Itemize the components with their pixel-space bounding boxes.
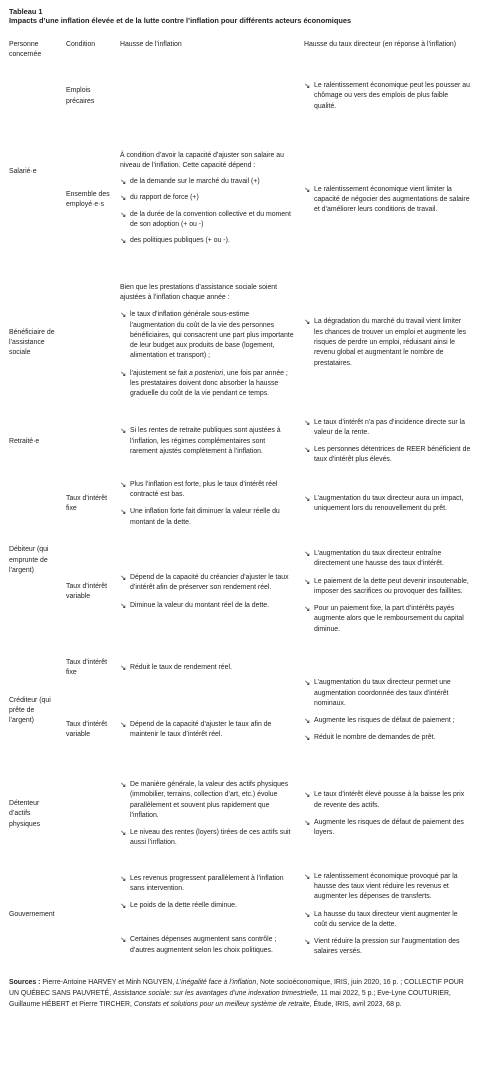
condition-empty bbox=[66, 856, 120, 974]
sources-note bbox=[9, 977, 470, 1010]
header-row bbox=[9, 40, 471, 69]
source-title: L’inégalité face à l’inflation bbox=[176, 978, 257, 986]
bullet-item: ↘ Diminue la valeur du montant réel de la dette. bbox=[120, 601, 294, 611]
bullet-item: ↘ Plus l’inflation est forte, plus le taux d’intérêt réel contracté est bas. bbox=[120, 480, 294, 501]
cell-gouv-inflation bbox=[120, 856, 304, 974]
cell-cre-fixe-inflation bbox=[120, 649, 304, 687]
bullet-item: ↘ L’augmentation du taux directeur aura un impact, uniquement lors du renouvellement du prêt. bbox=[304, 494, 471, 515]
sources-text: Pierre-Antoine HARVEY et Minh NGUYEN, bbox=[40, 978, 177, 986]
table-label: Tableau 1 bbox=[9, 7, 43, 16]
cell-ret-taux bbox=[304, 411, 471, 473]
bullet-item: ↘ Dépend de la capacité d’ajuster le taux afin de maintenir le taux d’intérêt réel. bbox=[120, 720, 294, 741]
group-salarie: Salarié·e bbox=[9, 167, 37, 175]
bullet-item: ↘ Le poids de la dette réelle diminue. bbox=[120, 901, 294, 911]
bullet-emphasis: a posteriori bbox=[188, 369, 224, 377]
cell-det-taux bbox=[304, 773, 471, 856]
condition-ensemble-employes: Ensemble des employé·e·s bbox=[66, 190, 110, 209]
group-retraite: Retraité·e bbox=[9, 437, 40, 445]
table-row bbox=[9, 535, 471, 649]
bullet-item: ↘ L’augmentation du taux directeur entraîne directement une hausse des taux d’intérêt. bbox=[304, 549, 471, 570]
cell-deb-var-inflation bbox=[120, 535, 304, 649]
cell-ens-taux bbox=[304, 125, 471, 276]
bullet-item: ↘ Le niveau des rentes (loyers) tirées de ces actifs suit aussi l’inflation. bbox=[120, 828, 294, 849]
table-row bbox=[9, 773, 471, 856]
bullet-item: ↘ Les revenus progressent parallèlement à l’inflation sans intervention. bbox=[120, 874, 294, 895]
header-hausse-taux: Hausse du taux directeur (en réponse à l’inflation) bbox=[304, 41, 457, 48]
group-detenteur: Détenteur d’actifs physiques bbox=[9, 799, 41, 828]
table-row bbox=[9, 276, 471, 411]
bullet-item: ↘ Les personnes détentrices de REER bénéficient de taux d’intérêt plus élevés. bbox=[304, 445, 471, 466]
group-beneficiaire: Bénéficiaire de l’assistance sociale bbox=[9, 328, 55, 357]
group-debiteur: Débiteur (qui emprunte de l’argent) bbox=[9, 546, 49, 575]
bullet-item: ↘ de la demande sur le marché du travail (+) bbox=[120, 177, 294, 187]
header-hausse-inflation: Hausse de l’inflation bbox=[120, 41, 182, 48]
condition-taux-variable: Taux d’intérêt variable bbox=[66, 582, 107, 600]
table-row bbox=[9, 473, 471, 535]
bullet-item: ↘ Le paiement de la dette peut devenir insoutenable, imposer des sacrifices ou provoquer des faillites. bbox=[304, 577, 471, 598]
cell-ens-inflation bbox=[120, 125, 304, 276]
sources-label: Sources : bbox=[9, 978, 41, 986]
table-row bbox=[9, 69, 471, 125]
bullet-item: ↘ Réduit le taux de rendement réel. bbox=[120, 663, 294, 673]
bullet-item: ↘ Dépend de la capacité du créancier d’ajuster le taux d’intérêt afin de préserver son rendement réel. bbox=[120, 573, 294, 594]
cell-benef-taux bbox=[304, 276, 471, 411]
bullet-text: l’ajustement se fait bbox=[130, 369, 189, 377]
table-title: Impacts d’une inflation élevée et de la lutte contre l’inflation pour différents acteurs économiques bbox=[9, 16, 352, 25]
condition-taux-fixe: Taux d’intérêt fixe bbox=[66, 494, 107, 512]
bullet-item: ↘ L’augmentation du taux directeur permet une augmentation coordonnée des taux d’intérêt nominaux. bbox=[304, 678, 471, 709]
condition-taux-fixe: Taux d’intérêt fixe bbox=[66, 658, 107, 676]
bullet-item: ↘ Le taux d’intérêt n’a pas d’incidence directe sur la valeur de la rente. bbox=[304, 418, 471, 439]
bullet-item: ↘ La hausse du taux directeur vient augmenter le coût du service de la dette. bbox=[304, 910, 471, 931]
cell-deb-fixe-taux bbox=[304, 473, 471, 535]
source-title: Assistance sociale: sur les avantages d’une indexation trimestrielle bbox=[113, 989, 317, 997]
cell-cre-taux bbox=[304, 649, 471, 773]
group-crediteur: Créditeur (qui prête de l’argent) bbox=[9, 696, 51, 725]
table-row bbox=[9, 649, 471, 687]
bullet-item: ↘ Le ralentissement économique peut les pousser au chômage ou vers des emplois de plus faible qualité. bbox=[304, 81, 471, 112]
cell-cre-var-inflation bbox=[120, 687, 304, 773]
cell-benef-inflation bbox=[120, 276, 304, 411]
sources-text: , Étude, IRIS, avril 2023, 68 p. bbox=[309, 1000, 402, 1008]
bullet-item: ↘ de la durée de la convention collective et du moment de son adoption (+ ou -) bbox=[120, 210, 294, 231]
table-row bbox=[9, 125, 471, 276]
bullet-item: ↘ Réduit le nombre de demandes de prêt. bbox=[304, 733, 471, 743]
bullet-item: ↘ du rapport de force (+) bbox=[120, 193, 294, 203]
cell-deb-var-taux bbox=[304, 535, 471, 649]
group-gouvernement: Gouvernement bbox=[9, 910, 55, 918]
bullet-item: ↘ La dégradation du marché du travail vient limiter les chances de trouver un emploi et augmente les risques de perdre un emploi, réduisant ainsi le revenu global et augmentant le nombre de prestataires. bbox=[304, 317, 471, 368]
condition-emplois-precaires: Emplois précaires bbox=[66, 87, 95, 105]
cell-deb-fixe-inflation bbox=[120, 473, 304, 535]
bullet-item: ↘ De manière générale, la valeur des actifs physiques (immobilier, terrains, collection d’art, etc.) évolue parallèlement et souvent plus rapidement que l’inflation. bbox=[120, 780, 294, 821]
bullet-item bbox=[120, 369, 294, 400]
cell-det-inflation bbox=[120, 773, 304, 856]
sources-text: , Note socioéconomique, IRIS, juin 2020, 16 p. ; COLLECTIF POUR UN QUÉBEC SANS PAUVRETÉ, bbox=[9, 978, 464, 997]
condition-empty bbox=[66, 411, 120, 473]
bullet-item: ↘ Vient réduire la pression sur l’augmentation des salaires versés. bbox=[304, 937, 471, 958]
condition-taux-variable: Taux d’intérêt variable bbox=[66, 720, 107, 738]
source-title: Constats et solutions pour un meilleur système de retraite bbox=[133, 1000, 310, 1008]
sources-text: , 11 mai 2022, 5 p.; Eve-Lyne COUTURIER, Guillaume HÉBERT et Pierre TIRCHER, bbox=[9, 989, 451, 1008]
cell-emploi-inflation bbox=[120, 69, 304, 125]
table-row bbox=[9, 411, 471, 473]
bullet-item: ↘ Si les rentes de retraite publiques sont ajustées à l’inflation, les régimes complémentaires sont rarement ajustés complètement à l’inflation. bbox=[120, 426, 294, 457]
cell-emploi-taux bbox=[304, 69, 471, 125]
bullet-text: , une fois par année ; les prestataires doivent donc absorber la hausse graduelle du coût de la vie pendant ce temps. bbox=[130, 369, 288, 398]
bullet-item: ↘ Une inflation forte fait diminuer la valeur réelle du montant de la dette. bbox=[120, 507, 294, 528]
bullet-item: ↘ Certaines dépenses augmentent sans contrôle ; d’autres augmentent selon les choix politiques. bbox=[120, 935, 294, 956]
impacts-table bbox=[9, 40, 471, 974]
table-row bbox=[9, 856, 471, 974]
cell-ret-inflation bbox=[120, 411, 304, 473]
condition-empty bbox=[66, 773, 120, 856]
bullet-item: ↘ Augmente les risques de défaut de paiement des loyers. bbox=[304, 818, 471, 839]
condition-empty bbox=[66, 276, 120, 411]
header-condition: Condition bbox=[66, 41, 96, 48]
bullet-item: ↘ Augmente les risques de défaut de paiement ; bbox=[304, 716, 471, 726]
header-personne: Personne concernée bbox=[9, 41, 42, 59]
bullet-item: ↘ des politiques publiques (+ ou -). bbox=[120, 236, 294, 246]
cell-gouv-taux bbox=[304, 856, 471, 974]
bullet-item: ↘ Le ralentissement économique vient limiter la capacité de négocier des augmentations de salaire et d’améliorer leurs conditions de travail. bbox=[304, 185, 471, 216]
bullet-item: ↘ le taux d’inflation générale sous-estime l’augmentation du coût de la vie des personnes bénéficiaires, qui consacrent une part plus importante de leur budget aux produits de base (logement, alimentation et transport) ; bbox=[120, 310, 294, 361]
cell-text: Bien que les prestations d’assistance sociale soient ajustées à l’inflation chaque année : bbox=[120, 283, 278, 301]
cell-text: À condition d’avoir la capacité d’ajuster son salaire au niveau de l’inflation. Cette capacité dépend : bbox=[120, 151, 284, 169]
bullet-item: ↘ Le taux d’intérêt élevé pousse à la baisse les prix de revente des actifs. bbox=[304, 790, 471, 811]
bullet-item: ↘ Pour un paiement fixe, la part d’intérêts payés augmente alors que le remboursement du capital diminue. bbox=[304, 604, 471, 635]
bullet-item: ↘ Le ralentissement économique provoqué par la hausse des taux vient réduire les revenus et augmenter les dépenses de transferts. bbox=[304, 872, 471, 903]
